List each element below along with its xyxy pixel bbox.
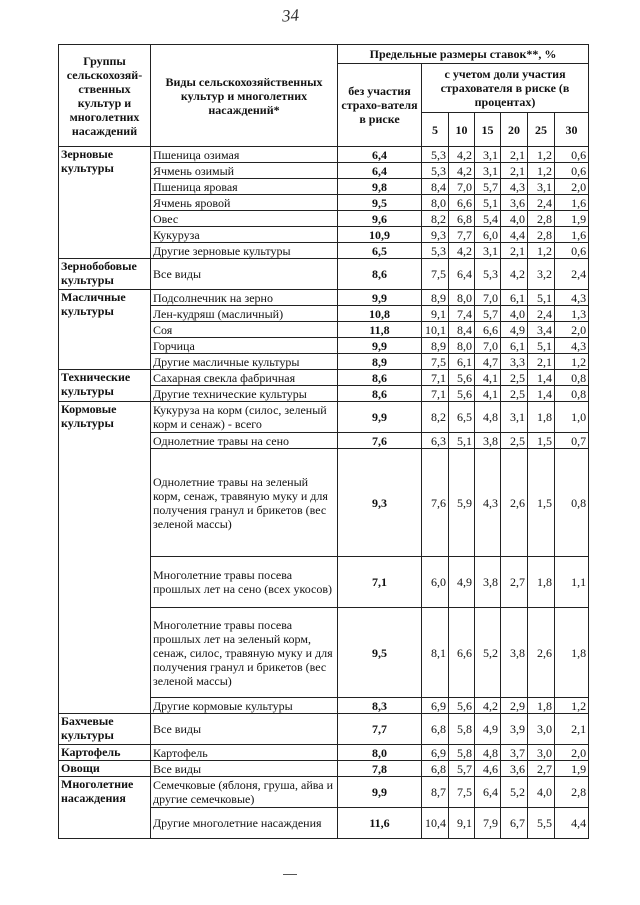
share-rate: 4,8 — [475, 745, 501, 761]
table-row — [59, 745, 589, 761]
share-rate: 3,8 — [475, 557, 501, 608]
share-rate: 2,6 — [501, 449, 528, 557]
share-rate: 1,2 — [528, 147, 555, 163]
base-rate: 7,7 — [338, 714, 422, 745]
share-rate: 8,9 — [422, 290, 449, 306]
share-rate: 8,2 — [422, 402, 449, 433]
share-rate: 7,7 — [449, 227, 475, 243]
share-rate: 3,8 — [475, 433, 501, 449]
share-header-20: 20 — [501, 113, 528, 147]
share-rate: 4,1 — [475, 370, 501, 386]
table-row — [59, 259, 589, 290]
share-rate: 1,8 — [528, 402, 555, 433]
share-rate: 2,6 — [528, 608, 555, 698]
share-rate: 6,7 — [501, 808, 528, 839]
share-rate: 2,4 — [528, 195, 555, 211]
base-rate: 7,1 — [338, 557, 422, 608]
share-rate: 7,4 — [449, 306, 475, 322]
share-rate: 4,3 — [501, 179, 528, 195]
share-rate: 4,7 — [475, 354, 501, 370]
crop-name: Кукуруза — [151, 227, 338, 243]
share-rate: 2,7 — [501, 557, 528, 608]
crop-name: Пшеница яровая — [151, 179, 338, 195]
share-rate: 6,8 — [422, 714, 449, 745]
share-rate: 2,0 — [555, 745, 589, 761]
share-rate: 3,6 — [501, 195, 528, 211]
share-rate: 4,3 — [555, 338, 589, 354]
share-rate: 2,0 — [555, 322, 589, 338]
base-rate: 8,3 — [338, 698, 422, 714]
base-rate: 9,8 — [338, 179, 422, 195]
share-rate: 1,0 — [555, 402, 589, 433]
share-rate: 2,4 — [555, 259, 589, 290]
share-rate: 4,2 — [449, 243, 475, 259]
table-row — [59, 714, 589, 745]
crop-name: Сахарная свекла фабричная — [151, 370, 338, 386]
limits-header: Предельные размеры ставок**, % — [338, 45, 589, 64]
crop-name: Картофель — [151, 745, 338, 761]
share-rate: 1,5 — [528, 449, 555, 557]
crop-name: Однолетние травы на зеленый корм, сенаж, травяную муку и для получения гранул и брикетов (вес зеленой массы) — [151, 449, 338, 557]
share-rate: 4,2 — [449, 147, 475, 163]
share-rate: 3,3 — [501, 354, 528, 370]
share-rate: 6,1 — [449, 354, 475, 370]
share-rate: 0,6 — [555, 147, 589, 163]
crop-name: Подсолнечник на зерно — [151, 290, 338, 306]
share-rate: 2,8 — [555, 777, 589, 808]
share-rate: 8,4 — [422, 179, 449, 195]
share-rate: 4,4 — [501, 227, 528, 243]
share-rate: 1,5 — [528, 433, 555, 449]
share-rate: 2,5 — [501, 433, 528, 449]
share-rate: 4,1 — [475, 386, 501, 402]
share-rate: 6,9 — [422, 745, 449, 761]
share-rate: 6,6 — [449, 195, 475, 211]
share-rate: 5,1 — [475, 195, 501, 211]
base-rate: 6,5 — [338, 243, 422, 259]
share-rate: 6,8 — [449, 211, 475, 227]
share-rate: 3,4 — [528, 322, 555, 338]
share-rate: 9,1 — [449, 808, 475, 839]
share-rate: 4,8 — [475, 402, 501, 433]
share-rate: 0,6 — [555, 243, 589, 259]
share-rate: 5,8 — [449, 714, 475, 745]
share-rate: 3,6 — [501, 761, 528, 777]
share-rate: 8,7 — [422, 777, 449, 808]
table-row — [59, 402, 589, 433]
share-rate: 5,5 — [528, 808, 555, 839]
crop-name: Другие зерновые культуры — [151, 243, 338, 259]
base-rate: 10,9 — [338, 227, 422, 243]
page-number: 34 — [281, 5, 300, 26]
crop-name: Другие масличные культуры — [151, 354, 338, 370]
share-rate: 7,1 — [422, 370, 449, 386]
share-rate: 3,0 — [528, 745, 555, 761]
base-rate: 6,4 — [338, 163, 422, 179]
group-name: Масличные культуры — [59, 290, 151, 370]
base-rate: 10,8 — [338, 306, 422, 322]
base-rate: 9,9 — [338, 290, 422, 306]
share-rate: 6,5 — [449, 402, 475, 433]
group-name: Зернобобовые культуры — [59, 259, 151, 290]
share-rate: 10,4 — [422, 808, 449, 839]
base-rate: 7,6 — [338, 433, 422, 449]
group-column-header: Группы сельскохозяй-ственных культур и многолетних насаждений — [59, 45, 151, 147]
share-rate: 1,9 — [555, 211, 589, 227]
share-rate: 3,1 — [528, 179, 555, 195]
share-rate: 5,6 — [449, 386, 475, 402]
share-rate: 7,5 — [449, 777, 475, 808]
share-rate: 7,1 — [422, 386, 449, 402]
crop-name: Кукуруза на корм (силос, зеленый корм и сенаж) - всего — [151, 402, 338, 433]
share-rate: 5,4 — [475, 211, 501, 227]
share-rate: 5,3 — [422, 243, 449, 259]
share-rate: 2,1 — [528, 354, 555, 370]
share-rate: 6,8 — [422, 761, 449, 777]
share-rate: 4,9 — [449, 557, 475, 608]
crop-name: Многолетние травы посева прошлых лет на сено (всех укосов) — [151, 557, 338, 608]
base-rate: 8,6 — [338, 259, 422, 290]
share-rate: 5,3 — [422, 147, 449, 163]
share-rate: 0,8 — [555, 386, 589, 402]
base-rate: 9,3 — [338, 449, 422, 557]
share-rate: 6,6 — [449, 608, 475, 698]
base-rate: 9,9 — [338, 402, 422, 433]
share-rate: 4,0 — [501, 211, 528, 227]
share-rate: 4,2 — [449, 163, 475, 179]
share-header-25: 25 — [528, 113, 555, 147]
base-rate: 8,6 — [338, 370, 422, 386]
share-rate: 5,1 — [528, 290, 555, 306]
crop-name: Другие многолетние насаждения — [151, 808, 338, 839]
share-header-30: 30 — [555, 113, 589, 147]
share-rate: 1,6 — [555, 195, 589, 211]
base-rate: 9,6 — [338, 211, 422, 227]
share-rate: 2,5 — [501, 386, 528, 402]
share-rate: 2,7 — [528, 761, 555, 777]
group-name: Бахчевые культуры — [59, 714, 151, 745]
base-rate: 9,5 — [338, 195, 422, 211]
crop-name: Соя — [151, 322, 338, 338]
share-rate: 3,1 — [475, 147, 501, 163]
share-rate: 5,9 — [449, 449, 475, 557]
table-row — [59, 777, 589, 808]
share-rate: 3,1 — [475, 243, 501, 259]
group-name: Кормовые культуры — [59, 402, 151, 714]
base-rate: 11,8 — [338, 322, 422, 338]
share-rate: 6,0 — [475, 227, 501, 243]
share-rate: 1,2 — [528, 243, 555, 259]
share-rate: 8,0 — [449, 290, 475, 306]
share-rate: 2,0 — [555, 179, 589, 195]
share-rate: 8,2 — [422, 211, 449, 227]
share-rate: 7,0 — [475, 338, 501, 354]
table-row — [59, 761, 589, 777]
share-rate: 2,1 — [555, 714, 589, 745]
table-row — [59, 147, 589, 163]
share-rate: 5,7 — [449, 761, 475, 777]
footer-mark — [283, 874, 297, 875]
share-rate: 2,5 — [501, 370, 528, 386]
share-rate: 2,1 — [501, 243, 528, 259]
share-rate: 1,4 — [528, 386, 555, 402]
share-rate: 4,3 — [475, 449, 501, 557]
share-rate: 8,0 — [449, 338, 475, 354]
share-rate: 6,6 — [475, 322, 501, 338]
share-rate: 4,3 — [555, 290, 589, 306]
share-rate: 4,2 — [501, 259, 528, 290]
share-rate: 6,3 — [422, 433, 449, 449]
table-row — [59, 290, 589, 306]
base-rate: 8,6 — [338, 386, 422, 402]
base-rate: 7,8 — [338, 761, 422, 777]
share-rate: 5,1 — [449, 433, 475, 449]
share-rate: 2,4 — [528, 306, 555, 322]
crop-name: Другие кормовые культуры — [151, 698, 338, 714]
crop-name: Все виды — [151, 714, 338, 745]
share-rate: 1,2 — [555, 354, 589, 370]
share-rate: 1,9 — [555, 761, 589, 777]
share-rate: 1,8 — [528, 698, 555, 714]
base-rate: 8,9 — [338, 354, 422, 370]
share-rate: 9,3 — [422, 227, 449, 243]
share-rate: 5,8 — [449, 745, 475, 761]
share-rate: 8,1 — [422, 608, 449, 698]
share-rate: 6,0 — [422, 557, 449, 608]
share-rate: 1,1 — [555, 557, 589, 608]
share-rate: 1,4 — [528, 370, 555, 386]
share-rate: 3,8 — [501, 608, 528, 698]
crop-name: Ячмень яровой — [151, 195, 338, 211]
share-rate: 6,9 — [422, 698, 449, 714]
share-rate: 6,4 — [449, 259, 475, 290]
base-rate: 8,0 — [338, 745, 422, 761]
crop-name: Лен-кудряш (масличный) — [151, 306, 338, 322]
with-participation-header: с учетом доли участия страхователя в риске (в процентах) — [422, 64, 589, 113]
share-rate: 4,6 — [475, 761, 501, 777]
share-rate: 8,0 — [422, 195, 449, 211]
group-name: Зерновые культуры — [59, 147, 151, 259]
share-rate: 5,3 — [422, 163, 449, 179]
share-rate: 5,6 — [449, 698, 475, 714]
base-rate: 9,5 — [338, 608, 422, 698]
crop-name: Пшеница озимая — [151, 147, 338, 163]
crop-name: Все виды — [151, 259, 338, 290]
group-name: Технические культуры — [59, 370, 151, 402]
share-rate: 7,5 — [422, 354, 449, 370]
share-rate: 5,2 — [475, 608, 501, 698]
base-rate: 11,6 — [338, 808, 422, 839]
share-rate: 5,2 — [501, 777, 528, 808]
share-rate: 6,4 — [475, 777, 501, 808]
share-rate: 2,1 — [501, 147, 528, 163]
share-rate: 7,9 — [475, 808, 501, 839]
crop-name: Другие технические культуры — [151, 386, 338, 402]
share-rate: 2,9 — [501, 698, 528, 714]
share-rate: 4,0 — [528, 777, 555, 808]
crop-column-header: Виды сельскохозяйственных культур и многолетних насаждений* — [151, 45, 338, 147]
share-rate: 3,1 — [501, 402, 528, 433]
share-rate: 3,7 — [501, 745, 528, 761]
share-header-5: 5 — [422, 113, 449, 147]
crop-name: Многолетние травы посева прошлых лет на зеленый корм, сенаж, силос, травяную муку и для получения гранул и брикетов (вес зеленой массы) — [151, 608, 338, 698]
share-rate: 7,6 — [422, 449, 449, 557]
base-rate: 6,4 — [338, 147, 422, 163]
crop-name: Однолетние травы на сено — [151, 433, 338, 449]
share-rate: 7,5 — [422, 259, 449, 290]
table-row — [59, 370, 589, 386]
share-rate: 2,1 — [501, 163, 528, 179]
group-name: Многолетние насаждения — [59, 777, 151, 839]
share-rate: 5,7 — [475, 179, 501, 195]
share-rate: 4,4 — [555, 808, 589, 839]
share-rate: 1,3 — [555, 306, 589, 322]
share-rate: 5,3 — [475, 259, 501, 290]
crop-name: Семечковые (яблоня, груша, айва и другие семечковые) — [151, 777, 338, 808]
group-name: Овощи — [59, 761, 151, 777]
crop-name: Овес — [151, 211, 338, 227]
group-name: Картофель — [59, 745, 151, 761]
share-rate: 2,8 — [528, 227, 555, 243]
share-rate: 1,8 — [528, 557, 555, 608]
share-rate: 1,6 — [555, 227, 589, 243]
share-rate: 3,1 — [475, 163, 501, 179]
share-rate: 5,1 — [528, 338, 555, 354]
share-rate: 1,2 — [528, 163, 555, 179]
share-rate: 9,1 — [422, 306, 449, 322]
share-rate: 7,0 — [475, 290, 501, 306]
share-rate: 8,4 — [449, 322, 475, 338]
share-rate: 0,6 — [555, 163, 589, 179]
share-rate: 0,7 — [555, 433, 589, 449]
base-rate: 9,9 — [338, 777, 422, 808]
share-rate: 0,8 — [555, 370, 589, 386]
without-participation-header: без участия страхо-вателя в риске — [338, 64, 422, 147]
share-header-15: 15 — [475, 113, 501, 147]
share-rate: 3,9 — [501, 714, 528, 745]
share-rate: 4,9 — [475, 714, 501, 745]
share-rate: 3,2 — [528, 259, 555, 290]
insurance-rates-table — [58, 44, 589, 839]
share-rate: 7,0 — [449, 179, 475, 195]
share-rate: 2,8 — [528, 211, 555, 227]
share-rate: 8,9 — [422, 338, 449, 354]
share-rate: 5,6 — [449, 370, 475, 386]
share-rate: 10,1 — [422, 322, 449, 338]
share-rate: 4,0 — [501, 306, 528, 322]
share-rate: 0,8 — [555, 449, 589, 557]
share-rate: 1,8 — [555, 608, 589, 698]
share-rate: 4,9 — [501, 322, 528, 338]
crop-name: Ячмень озимый — [151, 163, 338, 179]
share-header-10: 10 — [449, 113, 475, 147]
base-rate: 9,9 — [338, 338, 422, 354]
share-rate: 6,1 — [501, 290, 528, 306]
share-rate: 1,2 — [555, 698, 589, 714]
share-rate: 4,2 — [475, 698, 501, 714]
crop-name: Горчица — [151, 338, 338, 354]
share-rate: 3,0 — [528, 714, 555, 745]
crop-name: Все виды — [151, 761, 338, 777]
share-rate: 6,1 — [501, 338, 528, 354]
share-rate: 5,7 — [475, 306, 501, 322]
